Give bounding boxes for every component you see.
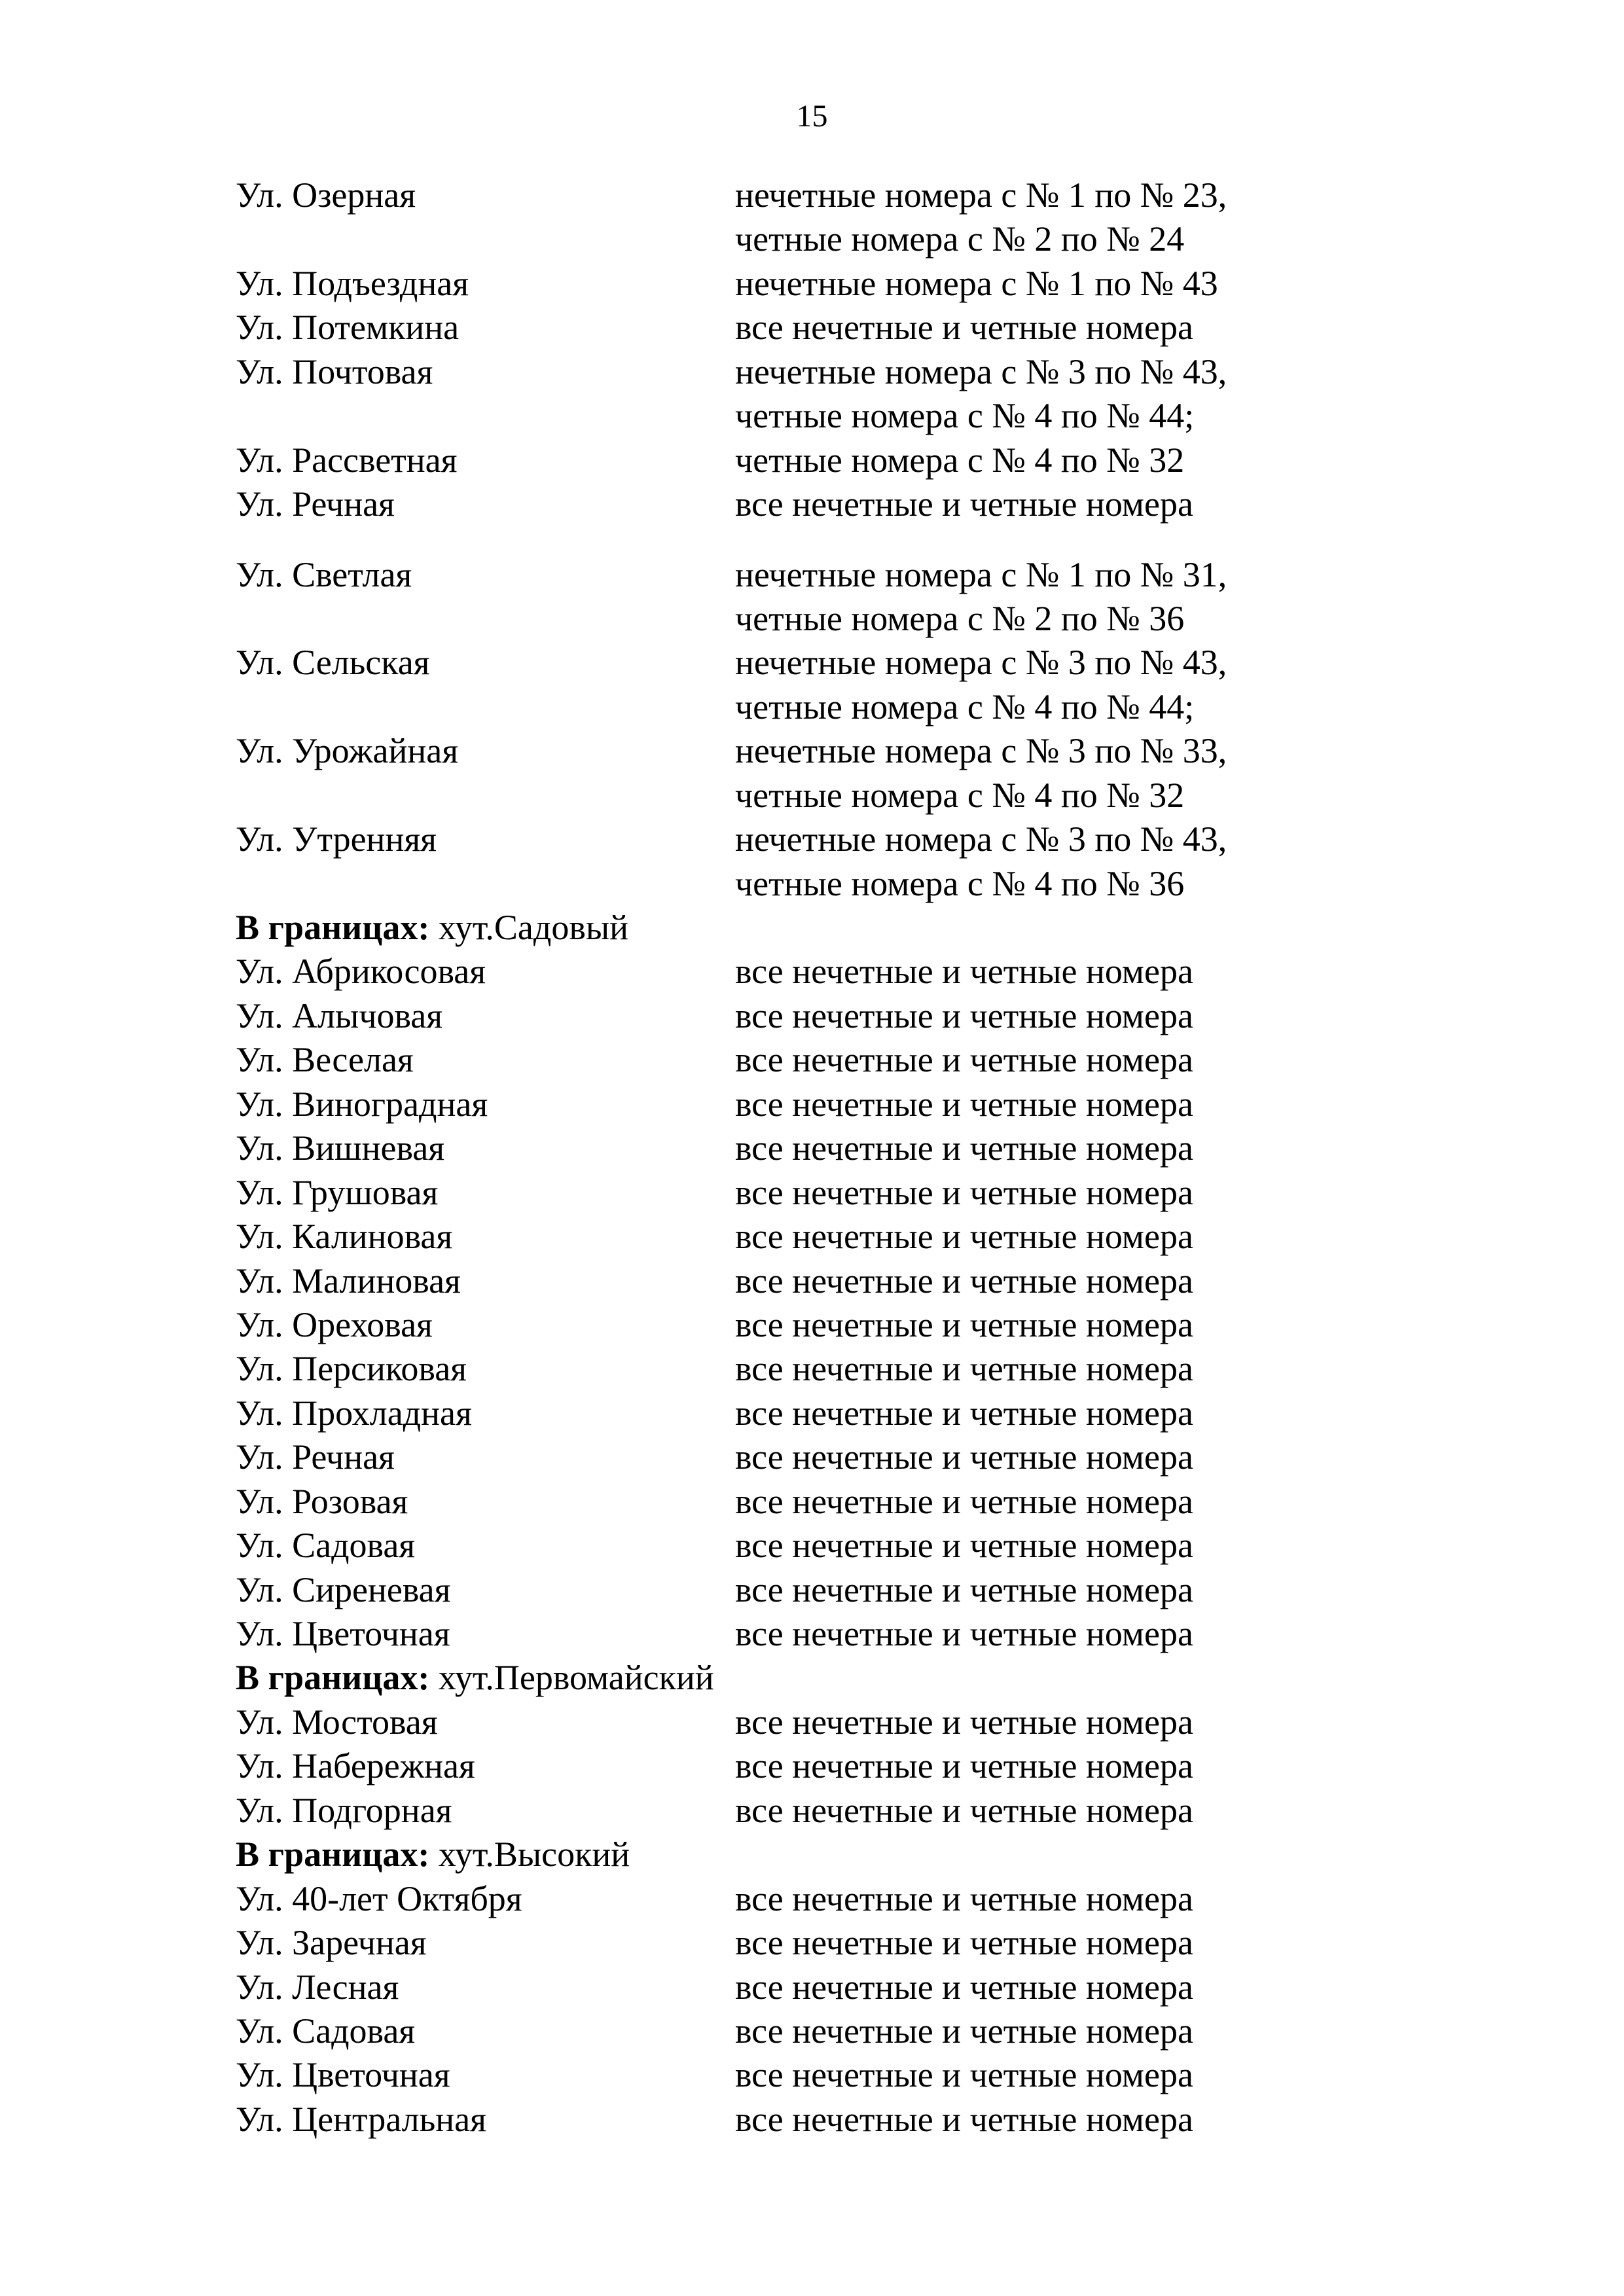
street-name: Ул. Садовая — [236, 1526, 416, 1566]
heading-label: В границах: — [236, 1658, 430, 1698]
list-row — [236, 439, 1479, 482]
street-name: Ул. Грушовая — [236, 1172, 439, 1212]
street-name: Ул. Подгорная — [236, 1790, 452, 1830]
section-heading — [236, 1833, 1479, 1876]
list-row — [236, 306, 1479, 350]
list-row — [236, 2009, 1479, 2053]
street-name: Ул. Алычовая — [236, 996, 443, 1035]
street-name: Ул. Калиновая — [236, 1217, 453, 1257]
street-name: Ул. Набережная — [236, 1746, 475, 1786]
list-row — [236, 1303, 1479, 1347]
list-row — [236, 1568, 1479, 1612]
house-numbers: нечетные номера с № 3 по № 43, — [735, 819, 1227, 859]
list-row — [236, 1038, 1479, 1082]
house-numbers: все нечетные и четные номера — [735, 1261, 1193, 1300]
house-numbers: четные номера с № 4 по № 32 — [735, 440, 1185, 480]
street-name: Ул. Цветочная — [236, 2055, 450, 2095]
street-name: Ул. Почтовая — [236, 351, 433, 391]
house-numbers: четные номера с № 4 по № 44; — [735, 687, 1195, 726]
house-numbers: все нечетные и четные номера — [735, 952, 1193, 992]
page-number: 15 — [796, 99, 828, 134]
house-numbers: все нечетные и четные номера — [735, 1084, 1193, 1124]
street-name: Ул. Малиновая — [236, 1261, 461, 1300]
list-row — [236, 1435, 1479, 1479]
house-numbers: нечетные номера с № 1 по № 23, — [735, 175, 1227, 215]
street-name: Ул. Утренняя — [236, 819, 437, 859]
list-row — [236, 641, 1479, 685]
list-row — [236, 1480, 1479, 1524]
list-row — [236, 1215, 1479, 1259]
house-numbers: все нечетные и четные номера — [735, 1393, 1193, 1433]
list-row — [236, 1789, 1479, 1833]
list-row — [236, 350, 1479, 394]
list-row — [236, 217, 1479, 261]
list-row — [236, 1965, 1479, 2009]
list-row — [236, 1524, 1479, 1568]
list-row — [236, 729, 1479, 773]
list-row — [236, 1612, 1479, 1656]
list-row — [236, 1259, 1479, 1303]
section-heading — [236, 1656, 1479, 1700]
street-name: Ул. 40-лет Октября — [236, 1878, 522, 1918]
house-numbers: четные номера с № 4 по № 32 — [735, 775, 1185, 815]
list-row — [236, 1126, 1479, 1170]
street-name: Ул. Потемкина — [236, 308, 460, 348]
section-heading — [236, 906, 1479, 950]
street-name: Ул. Розовая — [236, 1481, 408, 1521]
street-name: Ул. Сиреневая — [236, 1570, 451, 1609]
list-row — [236, 862, 1479, 906]
list-row — [236, 1171, 1479, 1215]
house-numbers: все нечетные и четные номера — [735, 1923, 1193, 1963]
house-numbers: все нечетные и четные номера — [735, 308, 1193, 348]
list-row — [236, 482, 1479, 526]
street-name: Ул. Рассветная — [236, 440, 458, 480]
list-row — [236, 1921, 1479, 1965]
heading-label: В границах: — [236, 908, 430, 947]
list-row — [236, 1877, 1479, 1921]
street-name: Ул. Ореховая — [236, 1304, 433, 1344]
house-numbers: нечетные номера с № 1 по № 43 — [735, 263, 1218, 303]
street-name: Ул. Подъездная — [236, 263, 469, 303]
street-name: Ул. Озерная — [236, 175, 416, 215]
house-numbers: все нечетные и четные номера — [735, 484, 1193, 524]
house-numbers: нечетные номера с № 1 по № 31, — [735, 554, 1227, 594]
list-row — [236, 950, 1479, 994]
street-list — [236, 173, 1479, 2142]
house-numbers: все нечетные и четные номера — [735, 1040, 1193, 1080]
house-numbers: нечетные номера с № 3 по № 43, — [735, 643, 1227, 683]
list-row — [236, 1347, 1479, 1391]
street-name: Ул. Вишневая — [236, 1128, 445, 1168]
house-numbers: все нечетные и четные номера — [735, 1967, 1193, 2007]
street-name: Ул. Центральная — [236, 2099, 486, 2139]
house-numbers: четные номера с № 4 по № 44; — [735, 396, 1195, 436]
list-row — [236, 553, 1479, 597]
heading-label: В границах: — [236, 1835, 430, 1874]
house-numbers: все нечетные и четные номера — [735, 996, 1193, 1035]
list-row — [236, 1744, 1479, 1788]
street-name: Ул. Веселая — [236, 1040, 414, 1080]
house-numbers: все нечетные и четные номера — [735, 1437, 1193, 1477]
house-numbers: все нечетные и четные номера — [735, 1481, 1193, 1521]
heading-place: хут.Высокий — [429, 1835, 630, 1874]
house-numbers: все нечетные и четные номера — [735, 1217, 1193, 1257]
house-numbers: все нечетные и четные номера — [735, 1172, 1193, 1212]
house-numbers: все нечетные и четные номера — [735, 1702, 1193, 1742]
heading-place: хут.Садовый — [429, 908, 629, 947]
list-row — [236, 262, 1479, 306]
house-numbers: все нечетные и четные номера — [735, 1304, 1193, 1344]
street-name: Ул. Цветочная — [236, 1614, 450, 1653]
street-name: Ул. Заречная — [236, 1923, 427, 1963]
house-numbers: все нечетные и четные номера — [735, 2055, 1193, 2095]
house-numbers: четные номера с № 2 по № 24 — [735, 219, 1185, 259]
house-numbers: четные номера с № 2 по № 36 — [735, 598, 1185, 638]
list-row — [236, 2053, 1479, 2097]
house-numbers: все нечетные и четные номера — [735, 1349, 1193, 1389]
house-numbers: все нечетные и четные номера — [735, 1128, 1193, 1168]
list-row — [236, 2098, 1479, 2142]
house-numbers: все нечетные и четные номера — [735, 1570, 1193, 1609]
list-row — [236, 1700, 1479, 1744]
list-row — [236, 1391, 1479, 1435]
street-name: Ул. Садовая — [236, 2011, 416, 2051]
street-name: Ул. Абрикосовая — [236, 952, 486, 992]
street-name: Ул. Урожайная — [236, 731, 459, 771]
house-numbers: все нечетные и четные номера — [735, 1526, 1193, 1566]
street-name: Ул. Прохладная — [236, 1393, 472, 1433]
house-numbers: все нечетные и четные номера — [735, 1878, 1193, 1918]
street-name: Ул. Речная — [236, 484, 395, 524]
list-row — [236, 597, 1479, 641]
house-numbers: все нечетные и четные номера — [735, 1790, 1193, 1830]
house-numbers: все нечетные и четные номера — [735, 1614, 1193, 1653]
house-numbers: все нечетные и четные номера — [735, 2099, 1193, 2139]
house-numbers: нечетные номера с № 3 по № 43, — [735, 351, 1227, 391]
list-row — [236, 994, 1479, 1038]
list-row — [236, 817, 1479, 861]
list-row — [236, 774, 1479, 817]
house-numbers: нечетные номера с № 3 по № 33, — [735, 731, 1227, 771]
list-row — [236, 1083, 1479, 1126]
street-name: Ул. Сельская — [236, 643, 430, 683]
heading-place: хут.Первомайский — [429, 1658, 714, 1698]
list-row — [236, 394, 1479, 438]
street-name: Ул. Виноградная — [236, 1084, 488, 1124]
street-name: Ул. Светлая — [236, 554, 412, 594]
list-row — [236, 173, 1479, 217]
street-name: Ул. Персиковая — [236, 1349, 467, 1389]
house-numbers: четные номера с № 4 по № 36 — [735, 863, 1185, 903]
street-name: Ул. Мостовая — [236, 1702, 438, 1742]
street-name: Ул. Речная — [236, 1437, 395, 1477]
house-numbers: все нечетные и четные номера — [735, 1746, 1193, 1786]
list-row — [236, 685, 1479, 729]
house-numbers: все нечетные и четные номера — [735, 2011, 1193, 2051]
street-name: Ул. Лесная — [236, 1967, 399, 2007]
